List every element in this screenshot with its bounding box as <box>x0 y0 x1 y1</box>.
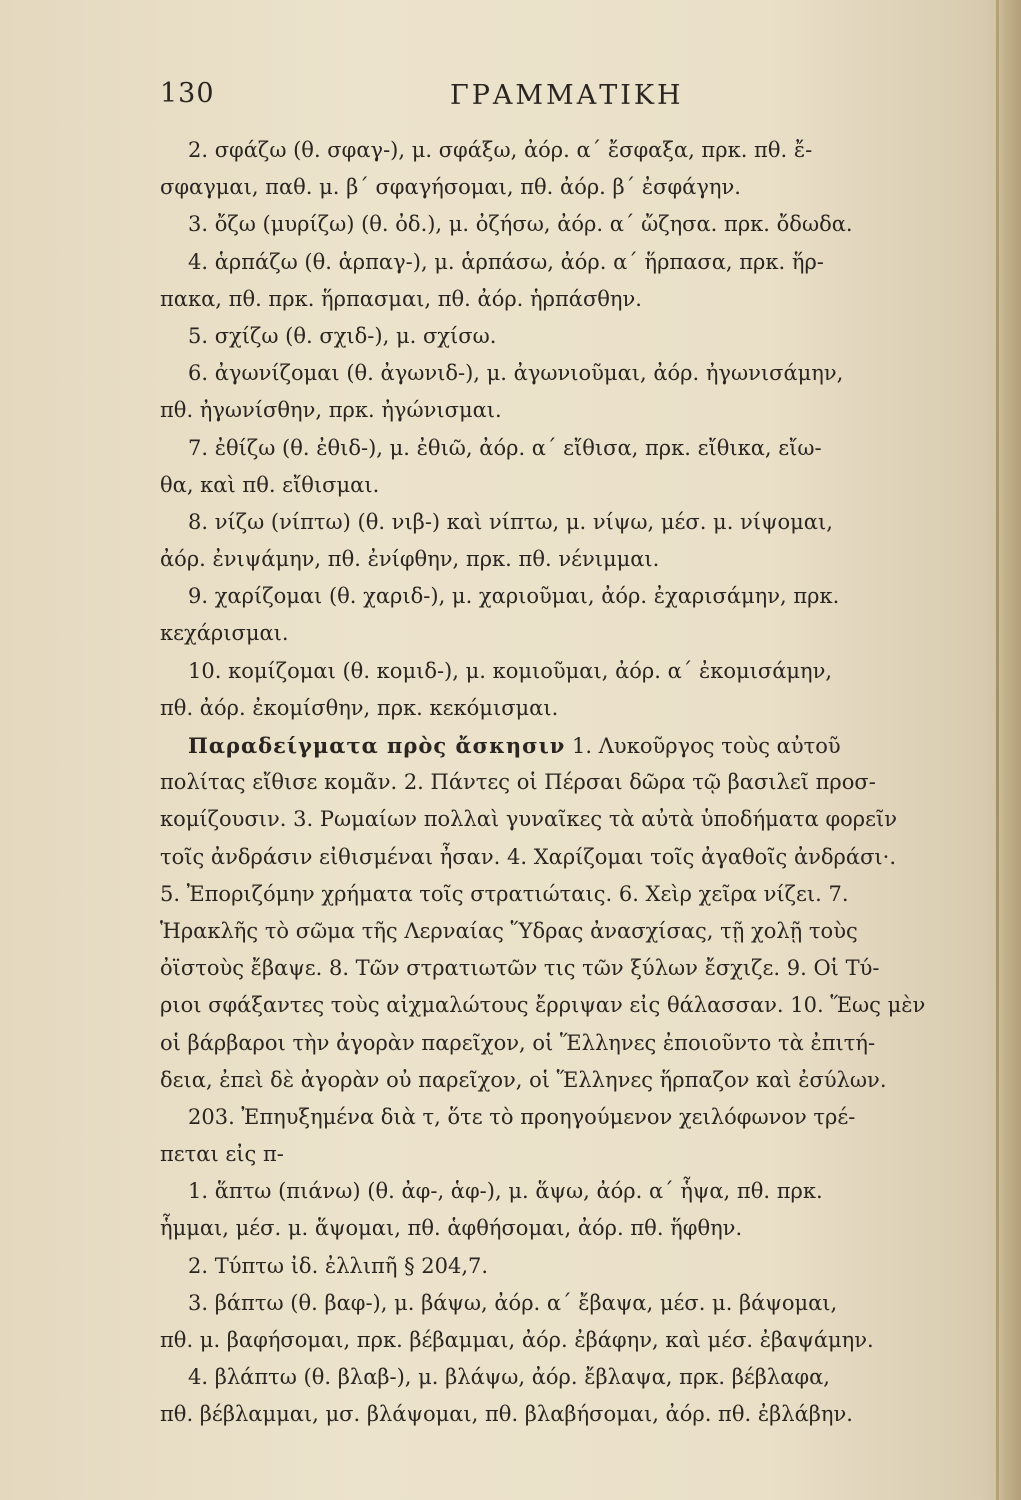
section-203-line: 203. Ἐπηυξημένα διὰ τ, ὅτε τὸ προηγούμενον χειλόφωνον τρέ- <box>188 1104 856 1129</box>
text-line-3: 3. ὄζω (μυρίζω) (θ. ὀδ.), μ. ὀζήσω, ἀόρ. α΄ ὤζησα. πρκ. ὄδωδα. <box>188 212 853 237</box>
text-line-22: Ἡρακλῆς τὸ σῶμα τῆς Λερναίας Ὕδρας ἀνασχίσας, τῇ χολῇ τοὺς <box>160 918 858 943</box>
text-line-8: πθ. ἠγωνίσθην, πρκ. ἠγώνισμαι. <box>160 398 502 423</box>
text-line-32: 3. βάπτω (θ. βαφ-), μ. βάψω, ἀόρ. α΄ ἔβαψα, μέσ. μ. βάψομαι, <box>188 1290 838 1315</box>
text-line-9: 7. ἐθίζω (θ. ἐθιδ-), μ. ἐθιῶ, ἀόρ. α΄ εἴθισα, πρκ. εἴθικα, εἴω- <box>188 435 822 460</box>
text-line-11: 8. νίζω (νίπτω) (θ. νιβ-) καὶ νίπτω, μ. νίψω, μέσ. μ. νίψομαι, <box>188 509 833 534</box>
page-number: 130 <box>160 78 215 109</box>
exercises-first-sentence: 1. Λυκοῦργος τοὺς αὐτοῦ <box>572 734 841 758</box>
text-line-13: 9. χαρίζομαι (θ. χαριδ-), μ. χαριοῦμαι, ἀόρ. ἐχαρισάμην, πρκ. <box>188 584 840 609</box>
text-line-35: πθ. βέβλαμμαι, μσ. βλάψομαι, πθ. βλαβήσομαι, ἀόρ. πθ. ἐβλάβην. <box>160 1402 853 1427</box>
text-line-16: πθ. ἀόρ. ἐκομίσθην, πρκ. κεκόμισμαι. <box>160 695 559 720</box>
exercises-line <box>160 727 960 764</box>
text-line-12: ἀόρ. ἐνιψάμην, πθ. ἐνίφθην, πρκ. πθ. νένιμμαι. <box>160 547 660 572</box>
text-line-18: πολίτας εἴθισε κομᾶν. 2. Πάντες οἱ Πέρσαι δῶρα τῷ βασιλεῖ προσ- <box>160 770 876 795</box>
exercises-heading: Παραδείγματα πρὸς ἄσκησιν <box>188 733 566 758</box>
text-line-7: 6. ἀγωνίζομαι (θ. ἀγωνιδ-), μ. ἀγωνιοῦμαι, ἀόρ. ἠγωνισάμην, <box>188 361 844 386</box>
text-line-33: πθ. μ. βαφήσομαι, πρκ. βέβαμμαι, ἀόρ. ἐβάφην, καὶ μέσ. ἐβαψάμην. <box>160 1328 874 1352</box>
text-line-23: ὀϊστοὺς ἔβαψε. 8. Τῶν στρατιωτῶν τις τῶν ξύλων ἔσχιζε. 9. Οἱ Τύ- <box>160 956 880 981</box>
text-line-4: 4. ἁρπάζω (θ. ἁρπαγ-), μ. ἁρπάσω, ἀόρ. α΄ ἥρπασα, πρκ. ἥρ- <box>188 249 824 274</box>
text-line-28: πεται εἰς π- <box>160 1142 284 1167</box>
text-line-5: πακα, πθ. πρκ. ἥρπασμαι, πθ. ἀόρ. ἡρπάσθην. <box>160 286 642 311</box>
running-header <box>160 78 960 118</box>
text-line-19: κομίζουσιν. 3. Ρωμαίων πολλαὶ γυναῖκες τὰ αὐτὰ ὑποδήματα φορεῖν <box>160 807 898 832</box>
text-line-10: θα, καὶ πθ. εἴθισμαι. <box>160 472 380 497</box>
text-line-30: ἧμμαι, μέσ. μ. ἅψομαι, πθ. ἁφθήσομαι, ἀόρ. πθ. ἥφθην. <box>160 1216 743 1241</box>
text-line-31: 2. Τύπτω ἰδ. ἐλλιπῆ § 204,7. <box>188 1253 489 1278</box>
text-line-14: κεχάρισμαι. <box>160 621 289 646</box>
text-line-6: 5. σχίζω (θ. σχιδ-), μ. σχίσω. <box>188 323 497 348</box>
text-line-24: ριοι σφάξαντες τοὺς αἰχμαλώτους ἔρριψαν εἰς θάλασσαν. 10. Ἕως μὲν <box>160 993 926 1018</box>
text-line-20: τοῖς ἀνδράσιν εἰθισμέναι ἦσαν. 4. Χαρίζομαι τοῖς ἀγαθοῖς ἀνδράσι·. <box>160 844 897 869</box>
text-line-15: 10. κομίζομαι (θ. κομιδ-), μ. κομιοῦμαι, ἀόρ. α΄ ἐκομισάμην, <box>188 658 833 683</box>
text-line-34: 4. βλάπτω (θ. βλαβ-), μ. βλάψω, ἀόρ. ἔβλαψα, πρκ. βέβλαφα, <box>188 1365 830 1390</box>
binding-shadow <box>996 0 999 1500</box>
text-line-26: δεια, ἐπεὶ δὲ ἀγορὰν οὐ παρεῖχον, οἱ Ἕλληνες ἥρπαζον καὶ ἐσύλων. <box>160 1067 887 1092</box>
text-line-21: 5. Ἐποριζόμην χρήματα τοῖς στρατιώταις. 6. Χεὶρ χεῖρα νίζει. 7. <box>160 881 849 906</box>
text-line-1: 2. σφάζω (θ. σφαγ-), μ. σφάξω, ἀόρ. α΄ ἔσφαξα, πρκ. πθ. ἔ- <box>188 138 813 162</box>
text-line-25: οἱ βάρβαροι τὴν ἀγορὰν παρεῖχον, οἱ Ἕλληνες ἐποιοῦντο τὰ ἐπιτή- <box>160 1030 876 1055</box>
text-line-29: 1. ἅπτω (πιάνω) (θ. ἀφ-, ἁφ-), μ. ἅψω, ἀόρ. α΄ ἧψα, πθ. πρκ. <box>188 1179 823 1204</box>
running-title: ΓΡΑΜΜΑΤΙΚΗ <box>450 80 684 111</box>
text-line-2: σφαγμαι, παθ. μ. β΄ σφαγήσομαι, πθ. ἀόρ. β΄ ἐσφάγην. <box>160 175 741 200</box>
page-body <box>160 132 960 1434</box>
